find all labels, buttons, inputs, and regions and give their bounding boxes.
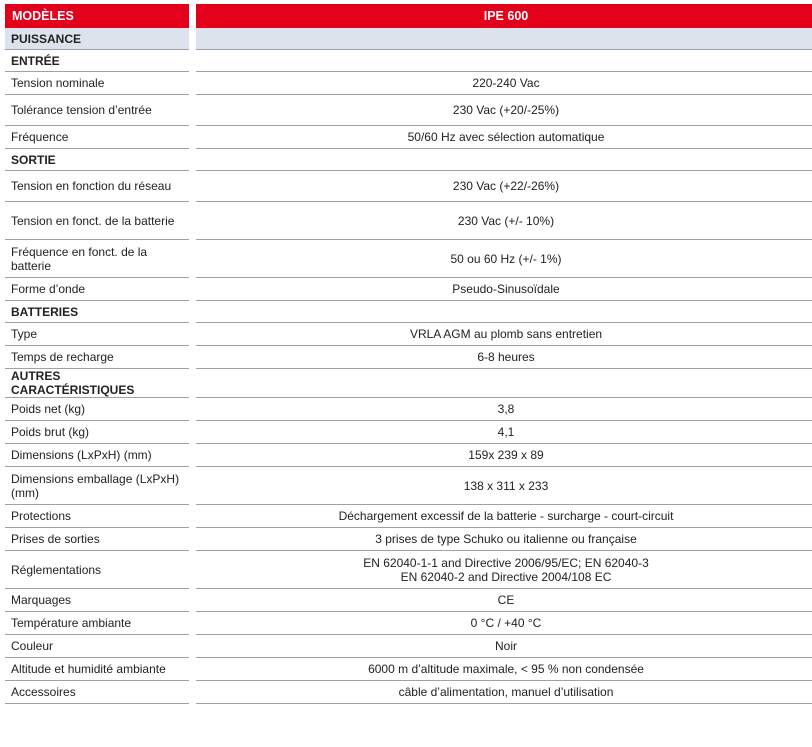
row-label: Poids net (kg)	[5, 398, 189, 421]
row-value: Noir	[196, 635, 812, 658]
row-value: 6000 m d’altitude maximale, < 95 % non condensée	[196, 658, 812, 681]
table-row	[5, 551, 812, 589]
table-row	[5, 658, 812, 681]
row-label: Temps de recharge	[5, 346, 189, 369]
row-value: 0 °C / +40 °C	[196, 612, 812, 635]
row-value: 4,1	[196, 421, 812, 444]
table-row	[5, 612, 812, 635]
table-row	[5, 421, 812, 444]
table-row	[5, 589, 812, 612]
row-label: Dimensions (LxPxH) (mm)	[5, 444, 189, 467]
row-value: 230 Vac (+22/-26%)	[196, 171, 812, 202]
section-puissance	[5, 28, 812, 50]
row-value: 3,8	[196, 398, 812, 421]
value-line-1: EN 62040-1-1 and Directive 2006/95/EC; EN 62040-3	[363, 555, 649, 570]
value-line-2: EN 62040-2 and Directive 2004/108 EC	[400, 569, 612, 584]
table-row	[5, 202, 812, 240]
table-row	[5, 346, 812, 369]
table-row	[5, 323, 812, 346]
table-row	[5, 467, 812, 505]
row-label: Fréquence	[5, 126, 189, 149]
row-value: 159x 239 x 89	[196, 444, 812, 467]
table-row	[5, 635, 812, 658]
section-autres	[5, 369, 812, 398]
row-label: Dimensions emballage (LxPxH) (mm)	[5, 467, 189, 505]
section-title: ENTRÉE	[5, 50, 189, 72]
table-row	[5, 95, 812, 126]
section-batteries	[5, 301, 812, 323]
row-value: 50 ou 60 Hz (+/- 1%)	[196, 240, 812, 278]
models-label: MODÈLES	[5, 4, 189, 28]
row-label: Protections	[5, 505, 189, 528]
table-row	[5, 72, 812, 95]
table-row	[5, 505, 812, 528]
row-label: Tension nominale	[5, 72, 189, 95]
row-label: Poids brut (kg)	[5, 421, 189, 444]
row-value: 230 Vac (+20/-25%)	[196, 95, 812, 126]
row-value: 3 prises de type Schuko ou italienne ou française	[196, 528, 812, 551]
row-value: 50/60 Hz avec sélection automatique	[196, 126, 812, 149]
row-label: Accessoires	[5, 681, 189, 704]
section-title: AUTRES CARACTÉRISTIQUES	[5, 369, 189, 398]
row-value: CE	[196, 589, 812, 612]
row-value: 138 x 311 x 233	[196, 467, 812, 505]
table-row	[5, 278, 812, 301]
table-row	[5, 681, 812, 704]
row-label: Tension en fonct. de la batterie	[5, 202, 189, 240]
row-label: Tension en fonction du réseau	[5, 171, 189, 202]
row-value: 220-240 Vac	[196, 72, 812, 95]
table-row	[5, 171, 812, 202]
section-sortie	[5, 149, 812, 171]
table-row	[5, 528, 812, 551]
row-label: Prises de sorties	[5, 528, 189, 551]
row-label: Type	[5, 323, 189, 346]
row-label: Température ambiante	[5, 612, 189, 635]
section-title: SORTIE	[5, 149, 189, 171]
row-label: Couleur	[5, 635, 189, 658]
header-row	[5, 4, 812, 28]
row-label: Tolérance tension d’entrée	[5, 95, 189, 126]
table-row	[5, 398, 812, 421]
section-title: BATTERIES	[5, 301, 189, 323]
spec-table	[5, 4, 812, 704]
row-value: Pseudo-Sinusoïdale	[196, 278, 812, 301]
section-entree	[5, 50, 812, 72]
row-value: VRLA AGM au plomb sans entretien	[196, 323, 812, 346]
row-value: Déchargement excessif de la batterie - surcharge - court-circuit	[196, 505, 812, 528]
model-name: IPE 600	[196, 4, 812, 28]
row-label: Altitude et humidité ambiante	[5, 658, 189, 681]
row-label: Forme d’onde	[5, 278, 189, 301]
row-value: 230 Vac (+/- 10%)	[196, 202, 812, 240]
row-value: câble d’alimentation, manuel d’utilisation	[196, 681, 812, 704]
section-title: PUISSANCE	[5, 28, 189, 50]
row-value	[196, 551, 812, 589]
row-label: Marquages	[5, 589, 189, 612]
table-row	[5, 240, 812, 278]
table-row	[5, 444, 812, 467]
row-label: Fréquence en fonct. de la batterie	[5, 240, 189, 278]
row-label: Réglementations	[5, 551, 189, 589]
table-row	[5, 126, 812, 149]
row-value: 6-8 heures	[196, 346, 812, 369]
